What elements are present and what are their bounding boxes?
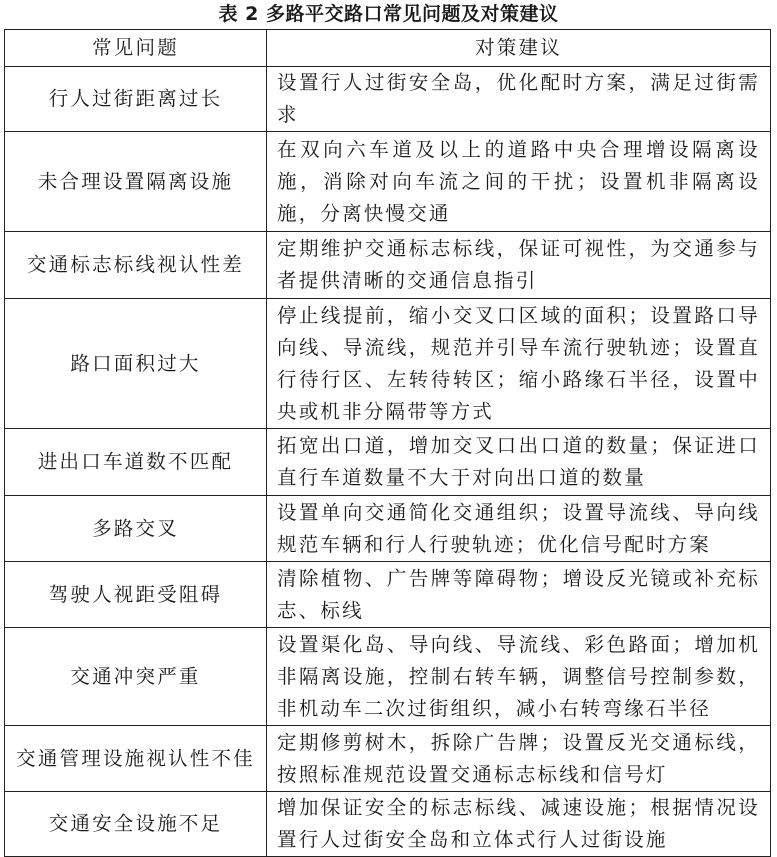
advice-cell: 设置单向交通简化交通组织；设置导流线、导向线规范车辆和行人行驶轨迹；优化信号配时方案 [267, 496, 771, 562]
table-row [5, 67, 771, 132]
table-row [5, 496, 771, 562]
problem-cell: 交通冲突严重 [5, 628, 267, 726]
advice-cell: 在双向六车道及以上的道路中央合理增设隔离设施，消除对向车流之间的干扰；设置机非隔离设施，分离快慢交通 [267, 132, 771, 232]
table-row [5, 562, 771, 628]
header-problem: 常见问题 [5, 30, 267, 67]
problem-cell: 交通安全设施不足 [5, 792, 267, 857]
problem-cell: 未合理设置隔离设施 [5, 132, 267, 232]
problem-cell: 行人过街距离过长 [5, 67, 267, 132]
problem-cell: 路口面积过大 [5, 299, 267, 429]
table-row [5, 132, 771, 232]
table-row [5, 299, 771, 429]
advice-cell: 定期修剪树木，拆除广告牌；设置反光交通标线，按照标准规范设置交通标志标线和信号灯 [267, 726, 771, 792]
advice-cell: 增加保证安全的标志标线、减速设施；根据情况设置行人过街安全岛和立体式行人过街设施 [267, 792, 771, 857]
table-row [5, 628, 771, 726]
table-caption: 表 2 多路平交路口常见问题及对策建议 [218, 3, 559, 25]
header-advice: 对策建议 [267, 30, 771, 67]
advice-cell: 设置行人过街安全岛，优化配时方案，满足过街需求 [267, 67, 771, 132]
advice-cell: 清除植物、广告牌等障碍物；增设反光镜或补充标志、标线 [267, 562, 771, 628]
problem-cell: 驾驶人视距受阻碍 [5, 562, 267, 628]
problem-cell: 进出口车道数不匹配 [5, 429, 267, 496]
problem-cell: 交通标志标线视认性差 [5, 232, 267, 299]
advice-cell: 停止线提前，缩小交叉口区域的面积；设置路口导向线、导流线，规范并引导车流行驶轨迹；设置直行待行区、左转待转区；缩小路缘石半径，设置中央或机非分隔带等方式 [267, 299, 771, 429]
advice-cell: 定期维护交通标志标线，保证可视性，为交通参与者提供清晰的交通信息指引 [267, 232, 771, 299]
table-header-row [5, 30, 771, 67]
table-row [5, 232, 771, 299]
problem-cell: 多路交叉 [5, 496, 267, 562]
problems-table [4, 29, 771, 857]
advice-cell: 设置渠化岛、导向线、导流线、彩色路面；增加机非隔离设施，控制右转车辆，调整信号控制参数，非机动车二次过街组织，减小右转弯缘石半径 [267, 628, 771, 726]
table-row [5, 726, 771, 792]
table-row [5, 429, 771, 496]
advice-cell: 拓宽出口道，增加交叉口出口道的数量；保证进口直行车道数量不大于对向出口道的数量 [267, 429, 771, 496]
problem-cell: 交通管理设施视认性不佳 [5, 726, 267, 792]
